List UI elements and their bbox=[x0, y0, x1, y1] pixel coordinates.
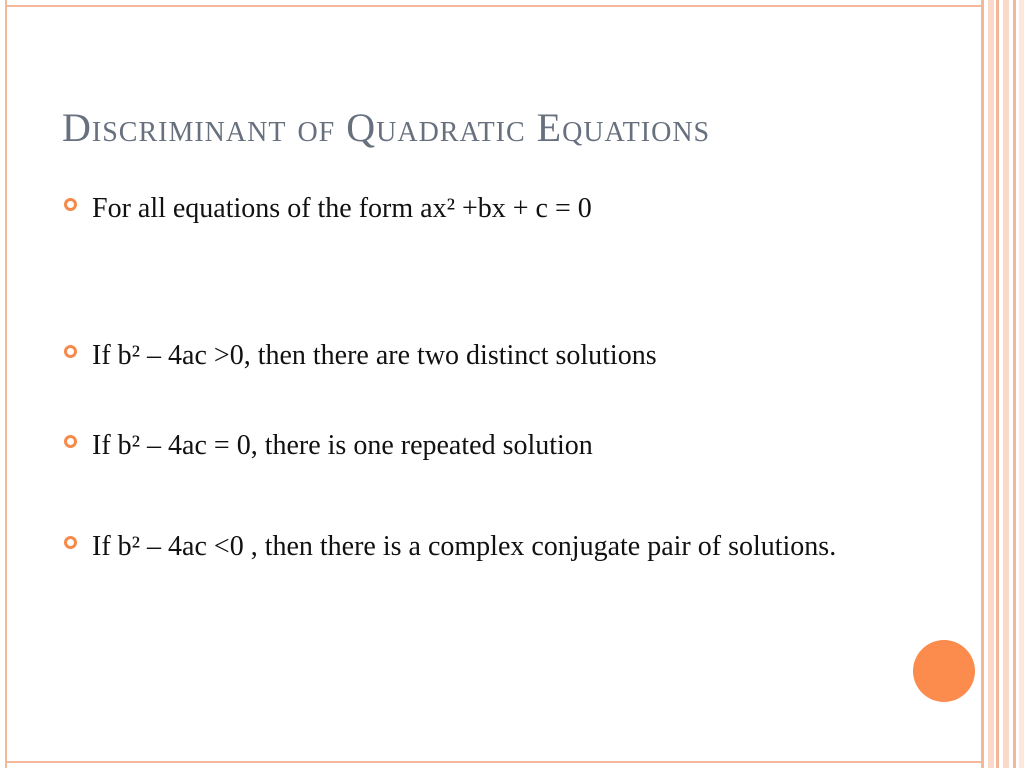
decorative-stripe bbox=[1019, 0, 1024, 768]
bullet-item bbox=[64, 189, 894, 229]
bullet-text: If b² – 4ac >0, then there are two distinct solutions bbox=[92, 340, 657, 371]
bullet-item bbox=[64, 527, 894, 567]
bullet-text: If b² – 4ac <0 , then there is a complex conjugate pair of solutions. bbox=[92, 531, 837, 562]
slide-title: Discriminant of Quadratic Equations bbox=[62, 105, 711, 150]
bullet-text: For all equations of the form ax² +bx + c = 0 bbox=[92, 193, 592, 224]
bullet-text: If b² – 4ac = 0, there is one repeated solution bbox=[92, 430, 593, 461]
decorative-stripe bbox=[981, 0, 984, 768]
decorative-orange-circle bbox=[913, 640, 975, 702]
bullet-item bbox=[64, 336, 894, 376]
decorative-stripe bbox=[1003, 0, 1009, 768]
decorative-stripe bbox=[996, 0, 999, 768]
bullet-item bbox=[64, 426, 894, 466]
bullet-circle-icon bbox=[64, 536, 77, 549]
decorative-stripe bbox=[1013, 0, 1016, 768]
decorative-stripe bbox=[988, 0, 994, 768]
bullet-circle-icon bbox=[64, 435, 77, 448]
bullet-circle-icon bbox=[64, 198, 77, 211]
bullet-circle-icon bbox=[64, 345, 77, 358]
